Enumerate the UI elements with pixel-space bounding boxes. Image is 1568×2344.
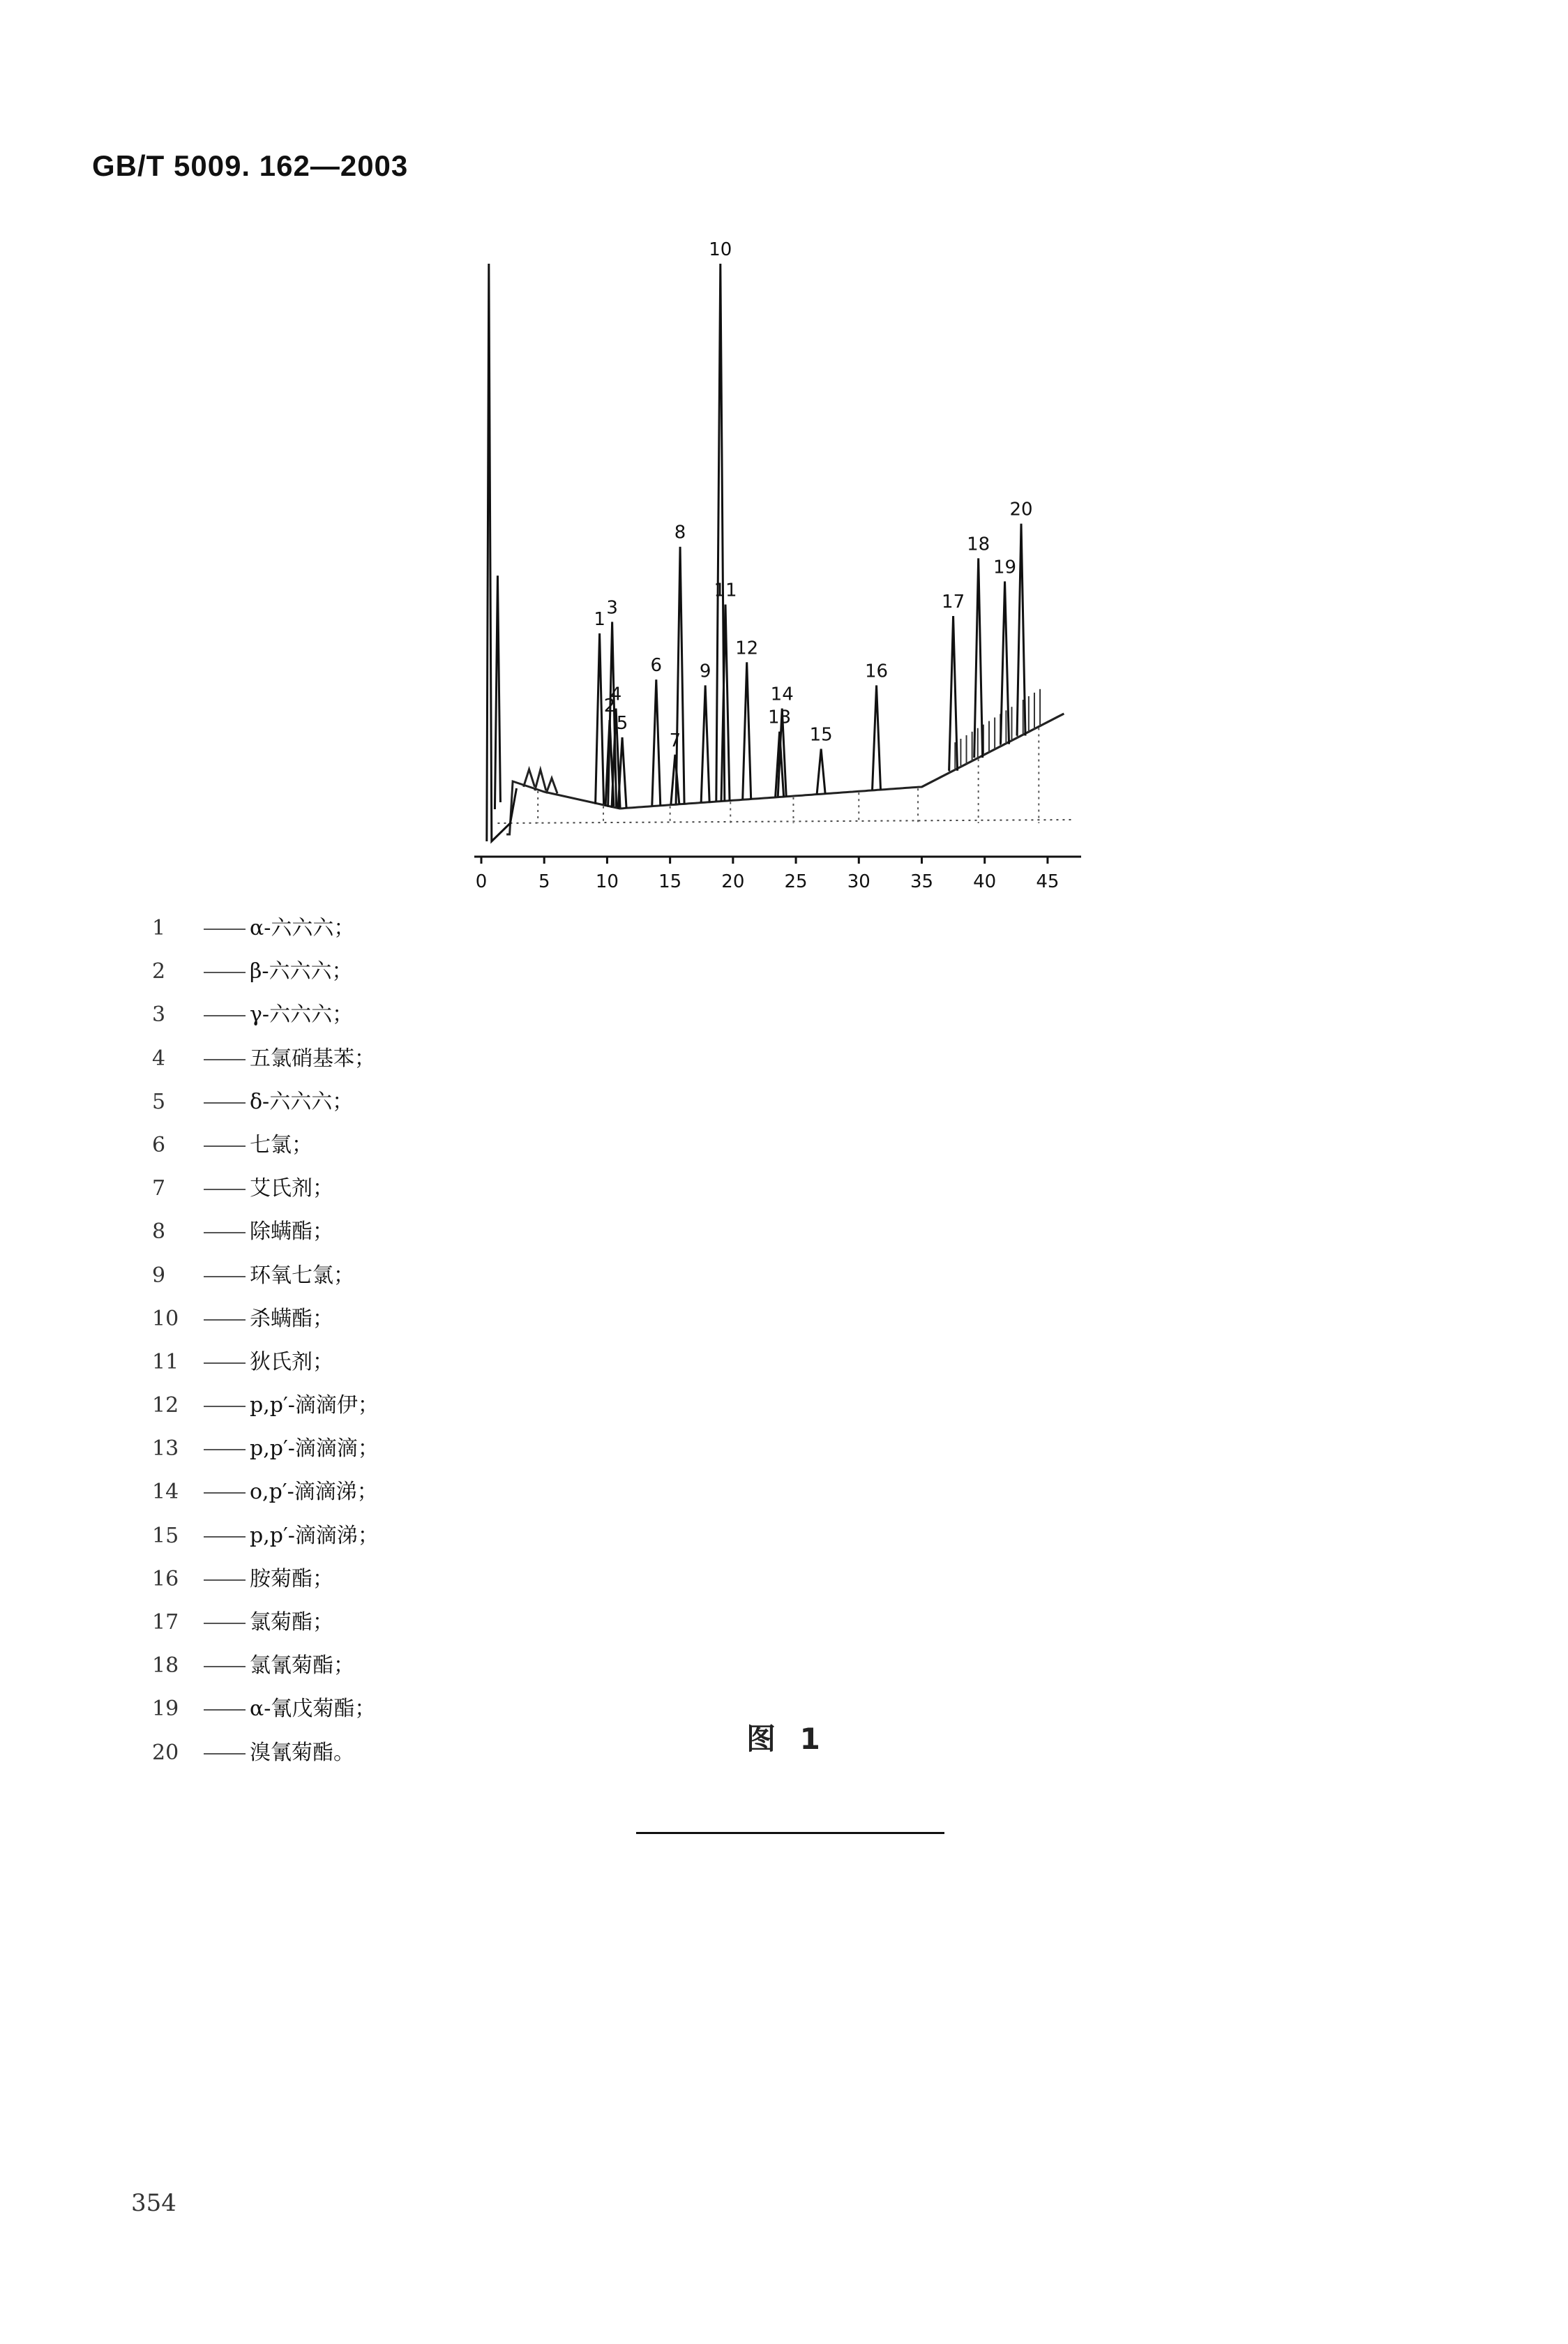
legend-item bbox=[140, 1384, 628, 1427]
legend-item bbox=[140, 1471, 628, 1514]
peak-label: 11 bbox=[714, 580, 737, 601]
legend-item-number: 17 bbox=[152, 1610, 179, 1635]
legend-item-number: 12 bbox=[152, 1393, 179, 1418]
peak-label: 9 bbox=[699, 661, 711, 682]
legend-item bbox=[140, 1644, 628, 1688]
peak-label: 19 bbox=[993, 557, 1017, 578]
peak-label: 18 bbox=[967, 534, 990, 555]
peak-mark bbox=[974, 558, 983, 758]
legend-item-number: 2 bbox=[152, 959, 166, 984]
legend-item-number: 5 bbox=[152, 1089, 166, 1114]
legend-item-name: γ-六六六； bbox=[250, 1002, 354, 1028]
legend-item-name: α-氰戊菊酯； bbox=[250, 1697, 376, 1722]
x-tick-label: 0 bbox=[475, 871, 488, 892]
legend-item-name: α-六六六； bbox=[250, 916, 355, 940]
zero-dotted-line bbox=[497, 820, 1073, 823]
minor-hump-mark bbox=[546, 778, 557, 793]
x-tick-label: 30 bbox=[847, 871, 870, 892]
legend-item-dash bbox=[204, 1319, 246, 1321]
legend-item-dash bbox=[204, 1189, 246, 1190]
legend-item-name: 溴氰菊酯。 bbox=[250, 1740, 354, 1765]
legend-item bbox=[140, 1688, 628, 1731]
legend-item-dash bbox=[204, 1406, 246, 1407]
legend-item-dash bbox=[204, 1536, 246, 1538]
legend-item-number: 8 bbox=[152, 1219, 166, 1245]
peak-label: 16 bbox=[864, 661, 889, 682]
legend-item-name: 胺菊酯； bbox=[250, 1566, 333, 1591]
legend-item-number: 13 bbox=[152, 1436, 179, 1462]
legend-item-number: 9 bbox=[152, 1263, 166, 1288]
legend-item-number: 7 bbox=[152, 1176, 166, 1201]
peak-mark bbox=[1017, 524, 1025, 736]
legend-item bbox=[140, 1558, 628, 1601]
legend-item-name: 五氯硝基苯； bbox=[250, 1046, 375, 1071]
peak-label: 8 bbox=[674, 522, 686, 543]
legend-item bbox=[140, 1037, 628, 1081]
legend-item bbox=[140, 1341, 628, 1384]
legend-item-number: 3 bbox=[152, 1002, 166, 1028]
legend-item bbox=[140, 1515, 628, 1558]
legend-item-dash bbox=[204, 1015, 246, 1016]
legend-item-dash bbox=[204, 1623, 246, 1624]
legend-item-number: 19 bbox=[152, 1697, 179, 1722]
legend-item bbox=[140, 1298, 628, 1341]
legend-item-name: 杀螨酯； bbox=[250, 1306, 333, 1331]
peak-label: 5 bbox=[616, 712, 628, 734]
legend-item-number: 6 bbox=[152, 1132, 166, 1157]
legend-item-name: p,p′-滴滴伊； bbox=[250, 1393, 379, 1418]
legend-item-name: β-六六六； bbox=[250, 959, 353, 984]
legend-item-number: 11 bbox=[152, 1349, 179, 1374]
legend-item-name: o,p′-滴滴涕； bbox=[250, 1480, 378, 1505]
legend-item-dash bbox=[204, 1709, 246, 1711]
x-tick-label: 10 bbox=[595, 871, 619, 892]
legend-item-number: 10 bbox=[152, 1306, 179, 1331]
peak-mark bbox=[701, 685, 709, 802]
figure-caption: 图 1 bbox=[746, 1722, 827, 1756]
legend-item-number: 18 bbox=[152, 1653, 179, 1678]
peak-mark bbox=[596, 633, 604, 804]
x-tick-label: 35 bbox=[910, 871, 934, 892]
legend-item-name: 七氯； bbox=[250, 1132, 312, 1157]
legend-item-dash bbox=[204, 1232, 246, 1233]
legend-item bbox=[140, 993, 628, 1037]
legend-item-dash bbox=[204, 1276, 246, 1277]
legend-item-number: 14 bbox=[152, 1480, 179, 1505]
legend-item-dash bbox=[204, 1753, 246, 1755]
peak-label: 20 bbox=[1009, 499, 1033, 520]
legend-item bbox=[140, 950, 628, 993]
x-tick-label: 45 bbox=[1036, 871, 1060, 892]
legend-item bbox=[140, 907, 628, 950]
legend-item-name: 狄氏剂； bbox=[250, 1349, 333, 1374]
peak-label: 4 bbox=[610, 684, 622, 705]
legend-item bbox=[140, 1601, 628, 1644]
legend-item-dash bbox=[204, 1666, 246, 1667]
peak-label: 2 bbox=[603, 696, 616, 717]
legend-item bbox=[140, 1254, 628, 1298]
early-peak-mark bbox=[495, 576, 500, 809]
legend-item-name: 氯氰菊酯； bbox=[250, 1653, 354, 1678]
legend-item-name: p,p′-滴滴涕； bbox=[250, 1523, 379, 1548]
legend-item-dash bbox=[204, 1579, 246, 1581]
legend-item bbox=[140, 1427, 628, 1471]
legend-item bbox=[140, 1210, 628, 1254]
legend-item-dash bbox=[204, 1059, 246, 1060]
peak-label: 14 bbox=[770, 684, 794, 705]
peak-label: 3 bbox=[606, 597, 618, 619]
standard-number-header: GB/T 5009. 162—2003 bbox=[92, 149, 409, 182]
chromatogram-peaks-group bbox=[487, 264, 1025, 841]
peak-label: 1 bbox=[594, 608, 605, 630]
peak-label: 7 bbox=[669, 730, 681, 751]
legend-item bbox=[140, 1081, 628, 1124]
page-number: 354 bbox=[131, 2189, 176, 2217]
solvent-peak-mark bbox=[487, 264, 517, 841]
legend-item-number: 1 bbox=[152, 916, 166, 940]
peak-mark bbox=[743, 662, 751, 799]
chromatogram-chart bbox=[0, 0, 1568, 921]
x-tick-label: 5 bbox=[538, 871, 550, 892]
peak-mark bbox=[618, 737, 626, 809]
chromatogram-peak-labels-group bbox=[594, 239, 1032, 751]
legend-item bbox=[140, 1124, 628, 1167]
peak-mark bbox=[873, 685, 881, 790]
peak-label: 13 bbox=[768, 707, 792, 728]
integration-baseline bbox=[921, 714, 1064, 787]
x-tick-label: 25 bbox=[784, 871, 808, 892]
legend-item bbox=[140, 1167, 628, 1210]
legend-item-number: 15 bbox=[152, 1523, 179, 1548]
x-tick-label: 40 bbox=[973, 871, 997, 892]
legend-item-name: 氯菊酯； bbox=[250, 1610, 333, 1635]
peak-mark bbox=[652, 679, 661, 806]
legend-item-dash bbox=[204, 1145, 246, 1147]
peak-mark bbox=[817, 749, 825, 795]
legend-item-name: 艾氏剂； bbox=[250, 1176, 333, 1201]
peak-label: 17 bbox=[942, 592, 965, 613]
legend-item-number: 4 bbox=[152, 1046, 166, 1071]
legend-item-dash bbox=[204, 1492, 246, 1494]
legend-item bbox=[140, 1731, 628, 1775]
legend-item-name: δ-六六六； bbox=[250, 1089, 354, 1114]
legend-item-dash bbox=[204, 929, 246, 930]
legend-item-number: 20 bbox=[152, 1740, 179, 1765]
legend-item-dash bbox=[204, 1102, 246, 1104]
peak-mark bbox=[949, 616, 958, 771]
end-rule bbox=[636, 1832, 944, 1834]
peak-label: 6 bbox=[650, 655, 663, 677]
peak-legend bbox=[140, 907, 628, 1775]
x-tick-label: 15 bbox=[658, 871, 682, 892]
legend-item-name: 环氧七氯； bbox=[250, 1263, 354, 1288]
minor-hump-mark bbox=[524, 769, 535, 787]
peak-mark bbox=[676, 547, 684, 804]
minor-hump-mark bbox=[535, 769, 546, 790]
x-tick-label: 20 bbox=[721, 871, 745, 892]
legend-item-dash bbox=[204, 1362, 246, 1364]
legend-item-dash bbox=[204, 1449, 246, 1450]
peak-mark bbox=[1001, 581, 1009, 744]
peak-label: 15 bbox=[809, 724, 833, 746]
legend-item-name: 除螨酯； bbox=[250, 1219, 333, 1245]
chromatogram-x-axis-group bbox=[474, 857, 1081, 892]
peak-label: 12 bbox=[735, 638, 759, 659]
legend-item-number: 16 bbox=[152, 1566, 179, 1591]
peak-label: 10 bbox=[709, 239, 732, 260]
legend-item-name: p,p′-滴滴滴； bbox=[250, 1436, 379, 1462]
legend-item-dash bbox=[204, 972, 246, 973]
